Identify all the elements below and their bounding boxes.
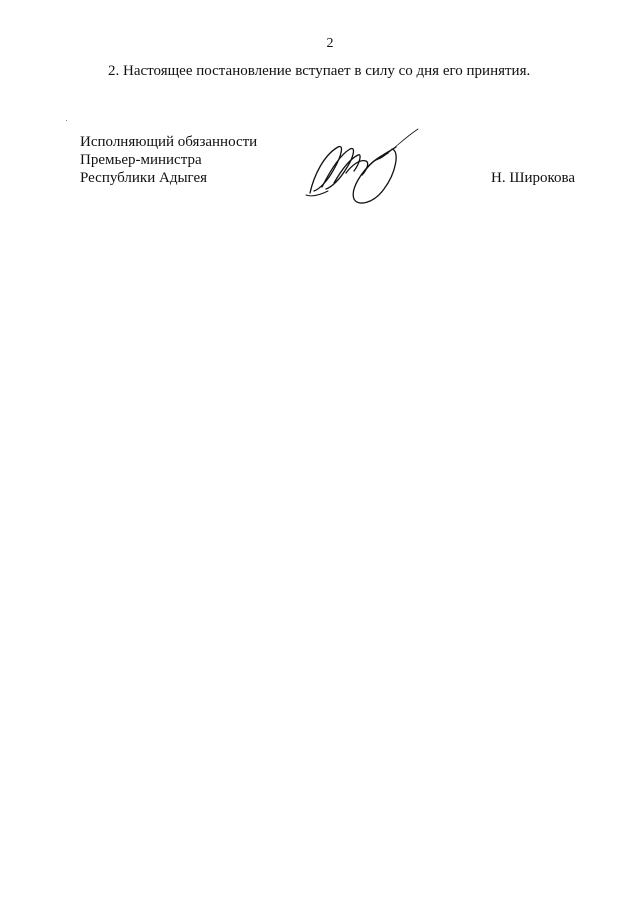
signer-name: Н. Широкова (491, 170, 576, 186)
handwritten-signature (300, 125, 425, 210)
page-number: 2 (326, 36, 334, 51)
signer-position (80, 133, 257, 187)
scan-artifact (66, 120, 67, 121)
clause-text: 2. Настоящее постановление вступает в силу со дня его принятия. (108, 63, 531, 79)
signer-position-line: Республики Адыгея (80, 170, 208, 186)
signer-position-line: Премьер-министра (80, 152, 202, 168)
signer-position-line: Исполняющий обязанности (80, 134, 258, 150)
